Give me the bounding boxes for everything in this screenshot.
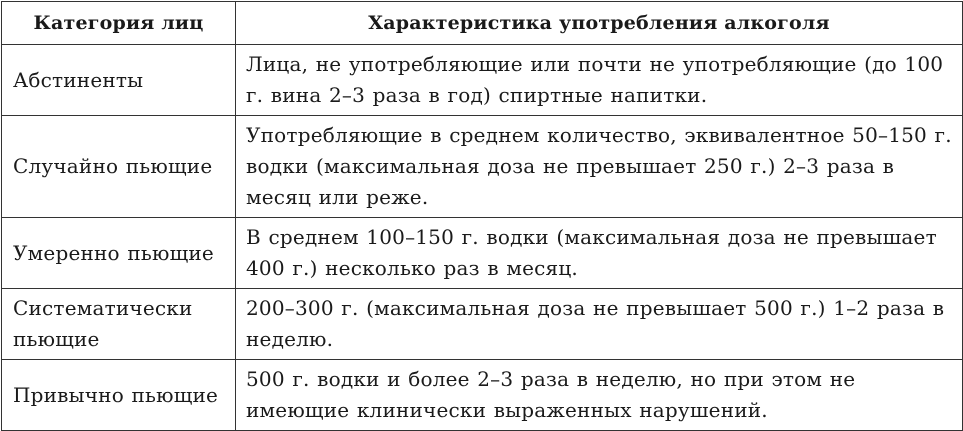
category-cell: Умеренно пьющие bbox=[2, 218, 236, 289]
characteristic-cell: Употребляющие в среднем количество, эквивалентное 50–150 г. водки (максимальная доза не превышает 250 г.) 2–3 раза в месяц или реже. bbox=[236, 116, 963, 218]
header-row bbox=[2, 2, 963, 45]
characteristic-cell: Лица, не употребляющие или почти не употребляющие (до 100 г. вина 2–3 раза в год) спиртные напитки. bbox=[236, 45, 963, 116]
table-body bbox=[2, 45, 963, 431]
table-row bbox=[2, 45, 963, 116]
table-row bbox=[2, 218, 963, 289]
category-cell: Привычно пьющие bbox=[2, 360, 236, 431]
category-cell: Случайно пьющие bbox=[2, 116, 236, 218]
category-cell: Систематически пьющие bbox=[2, 289, 236, 360]
table-row bbox=[2, 360, 963, 431]
alcohol-consumption-table bbox=[1, 1, 963, 431]
characteristic-cell: 500 г. водки и более 2–3 раза в неделю, но при этом не имеющие клинически выраженных нарушений. bbox=[236, 360, 963, 431]
characteristic-cell: В среднем 100–150 г. водки (максимальная доза не превышает 400 г.) несколько раз в месяц. bbox=[236, 218, 963, 289]
characteristic-cell: 200–300 г. (максимальная доза не превышает 500 г.) 1–2 раза в неделю. bbox=[236, 289, 963, 360]
category-cell: Абстиненты bbox=[2, 45, 236, 116]
header-category: Категория лиц bbox=[2, 2, 236, 45]
header-characteristic: Характеристика употребления алкоголя bbox=[236, 2, 963, 45]
table-row bbox=[2, 289, 963, 360]
table-row bbox=[2, 116, 963, 218]
table-header bbox=[2, 2, 963, 45]
